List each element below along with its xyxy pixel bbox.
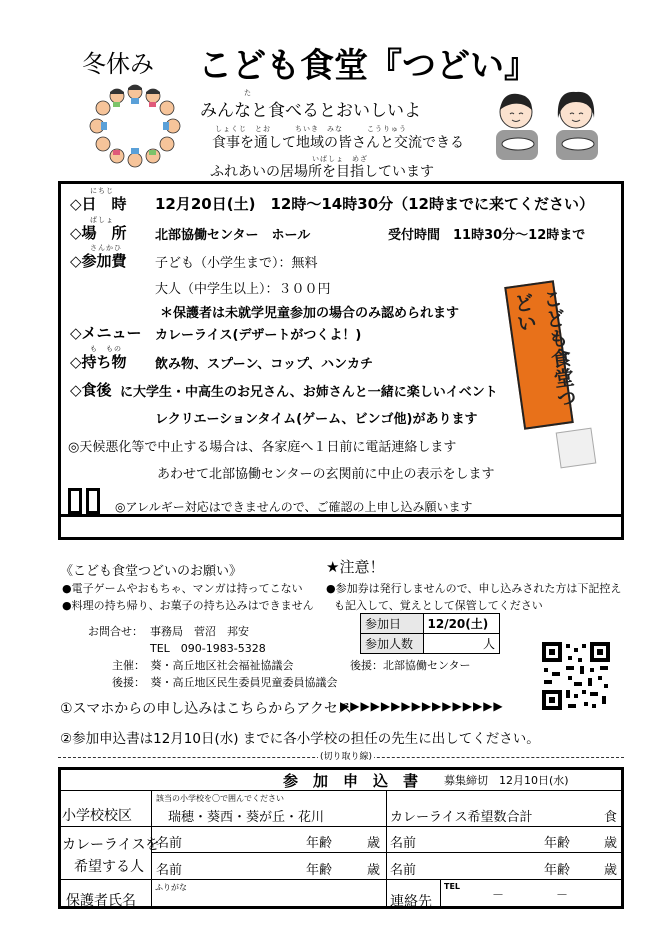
name-label-4: 名前 (390, 863, 417, 878)
age-label-1: 年齢 (306, 836, 333, 851)
after-value: に大学生・中高生のお兄さん、お姉さんと一緒に楽しいイベント (120, 385, 498, 400)
curry-total-unit: 食 (604, 810, 618, 825)
eating-people-illustration (488, 88, 608, 166)
apply-online[interactable]: ①スマホからの申し込みはこちらからアクセス (60, 701, 352, 717)
school-hint: 該当の小学校を〇で囲んでください (156, 794, 284, 803)
sponsor-support-2: 後援： 葵・高丘地区民生委員児童委員協議会 (112, 676, 338, 689)
frame-divider (58, 514, 624, 517)
intro-line-1: 食事を通して地域の皆さんと交流できる (212, 135, 464, 151)
qr-code[interactable] (540, 640, 612, 712)
age-unit-4: 歳 (604, 863, 618, 878)
form-deadline: 募集締切 12月10日(水) (444, 774, 569, 787)
tel-label: TEL (444, 882, 461, 891)
age-unit-1: 歳 (367, 836, 381, 851)
curry-total-label: カレーライス希望数合計 (390, 810, 533, 825)
contact-col-rule (440, 879, 441, 909)
menu-value: カレーライス(デザートがつくよ！) (155, 328, 362, 343)
bar-box-2 (86, 488, 100, 514)
contact-name: 事務局 菅沼 邦安 (150, 625, 249, 638)
name-label-2: 名前 (390, 836, 417, 851)
date-ruby: にちじ (90, 187, 114, 195)
fee-adult: 大人（中学生以上）：３００円 (155, 282, 331, 297)
sponsor-host: 主催： 葵・高丘地区社会福祉協議会 (112, 659, 294, 672)
request-item-2: ●料理の持ち帰り、お菓子の持ち込みはできません (62, 599, 314, 612)
furigana-label: ふりがな (155, 883, 187, 892)
sponsor-support-1: 後援：北部協働センター (350, 659, 471, 672)
row-rule-2 (151, 852, 624, 853)
apply-arrows: ▶▶▶▶▶▶▶▶▶▶▶▶▶▶▶▶ (340, 699, 504, 713)
banner-text: こども食堂つどい (509, 287, 579, 410)
place-value: 北部協働センター ホール (155, 228, 311, 243)
school-label: 小学校校区 (62, 808, 132, 824)
subtitle: みんなと食べるとおいしいよ (200, 101, 421, 121)
line2-ruby: しょくじ とお ちいき みな こうりゅう (215, 125, 407, 133)
stub-count-unit: 人 (423, 634, 500, 654)
name-label-3: 名前 (156, 863, 183, 878)
stub-date-value: 12/20(土) (423, 614, 500, 634)
center-col-rule (386, 790, 387, 909)
age-unit-2: 歳 (604, 836, 618, 851)
age-label-2: 年齢 (544, 836, 571, 851)
items-label: ◇持ち物 (70, 353, 127, 371)
apply-paper: ②参加申込書は12月10日(水) までに各小学校の担任の先生に出してください。 (60, 731, 540, 747)
age-label-3: 年齢 (306, 863, 333, 878)
age-label-4: 年齢 (544, 863, 571, 878)
guardian-label: 保護者氏名 (66, 893, 136, 909)
allergy-notice: ◎アレルギー対応はできませんので、ご確認の上申し込み願います (115, 500, 473, 514)
fee-ruby: さんかひ (90, 244, 122, 252)
page-title: こども食堂『つどい』 (198, 46, 538, 86)
form-title-rule (58, 790, 624, 791)
contact-label-form: 連絡先 (390, 894, 432, 910)
bar-box-1 (68, 488, 82, 514)
attention-item-2: も記入して、覚えとして保管してください (334, 599, 543, 612)
tel-dash-2: － (556, 888, 569, 902)
menu-label: ◇メニュー (70, 324, 142, 342)
tel-dash-1: － (492, 888, 505, 902)
date-value: 12月20日(土) 12時～14時30分（12時までに来てください） (155, 195, 594, 213)
stub-table (360, 613, 500, 654)
banner-stand (556, 428, 597, 469)
children-circle-illustration (85, 82, 185, 172)
row-rule-1 (58, 826, 624, 827)
reception-time: 受付時間 11時30分～12時まで (388, 228, 586, 243)
line3-ruby: いばしょ めざ (312, 155, 368, 163)
date-label: ◇日 時 (70, 195, 127, 213)
event-text: レクリエーションタイム(ゲーム、ビンゴ他)があります (155, 412, 478, 427)
row-rule-3 (58, 879, 624, 880)
fee-label: ◇参加費 (70, 252, 127, 270)
contact-label: お問合せ： (88, 625, 143, 638)
weather-notice: ◎天候悪化等で中止する場合は、各家庭へ１日前に電話連絡します (68, 440, 457, 455)
subtitle-ruby: た (244, 89, 252, 97)
fee-note: ＊保護者は未就学児童参加の場合のみ認められます (160, 306, 460, 321)
intro-line-2: ふれあいの居場所を目指しています (210, 164, 434, 180)
request-item-1: ●電子ゲームやおもちゃ、マンガは持ってこない (62, 582, 303, 595)
cancel-notice: あわせて北部協働センターの玄関前に中止の表示をします (157, 467, 495, 482)
request-title: 《こども食堂つどいのお願い》 (60, 564, 243, 579)
curry-people-label-1: カレーライスを (62, 837, 160, 853)
stub-count-label: 参加人数 (361, 634, 424, 654)
age-unit-3: 歳 (367, 863, 381, 878)
items-value: 飲み物、スプーン、コップ、ハンカチ (155, 357, 374, 372)
form-title: 参 加 申 込 書 (283, 772, 419, 790)
contact-tel: TEL 090-1983-5328 (150, 642, 266, 655)
attention-title: ★注意！ (326, 558, 385, 576)
place-label: ◇場 所 (70, 224, 127, 242)
fee-child: 子ども（小学生まで）：無料 (155, 256, 318, 271)
cut-label: (切り取り線) (318, 749, 374, 762)
after-label: ◇食後 (70, 381, 112, 399)
stub-date-label: 参加日 (361, 614, 424, 634)
school-options[interactable]: 瑞穂・葵西・葵が丘・花川 (168, 810, 325, 825)
attention-item-1: ●参加券は発行しませんので、申し込みされた方は下記控え (326, 582, 622, 595)
place-ruby: ばしょ (90, 216, 114, 224)
items-ruby: も もの (90, 345, 122, 353)
curry-people-label-2: 希望する人 (74, 859, 144, 875)
winter-label: 冬休み (82, 50, 154, 78)
name-label-1: 名前 (156, 836, 183, 851)
